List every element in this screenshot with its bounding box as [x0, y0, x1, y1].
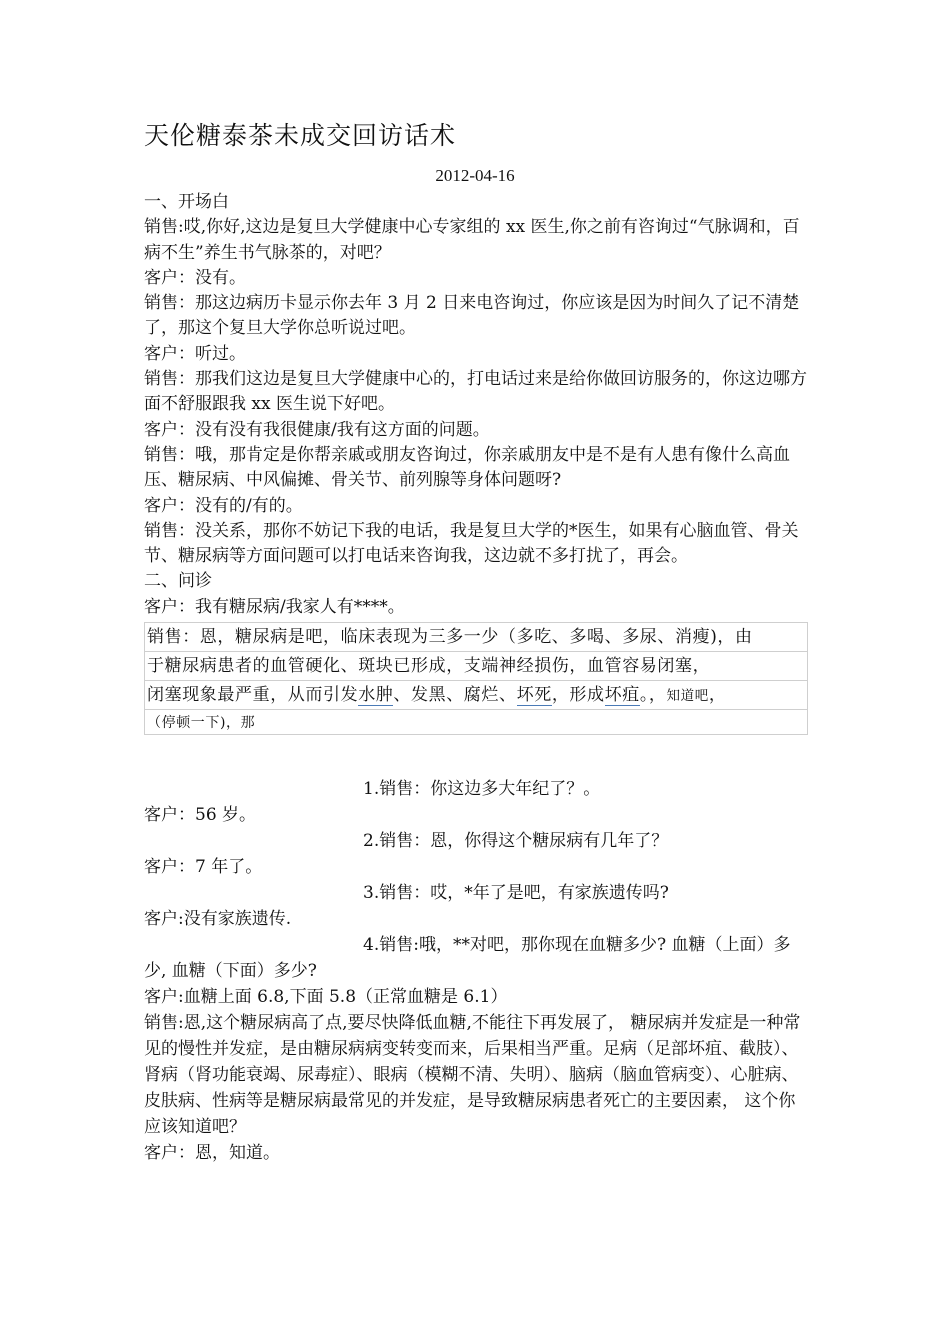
- section-heading: 二、问诊: [144, 571, 212, 592]
- dialogue-line: 销售：哦，那肯定是你帮亲戚或朋友咨询过，你亲戚朋友中是不是有人患有像什么高血压、糖尿病、中风偏摊、骨关节、前列腺等身体问题呀?: [144, 444, 790, 491]
- underlined-term: 水肿: [358, 685, 394, 706]
- closing-sales-line: 销售:恩,这个糖尿病高了点,要尽快降低血糖,不能往下再发展了， 糖尿病并发症是一种常见的慢性并发症，是由糖尿病病变转变而来，后果相当严重。足病（足部坏疽、截肢）、肾病（肾功能衰竭、尿毒症）、眼病（模糊不清、失明）、脑病（脑血管病变）、心脏病、皮肤病、性病等是糖尿病最常见的并发症，是导致糖尿病患者死亡的主要因素， 这个你应该知道吧？: [144, 1013, 801, 1137]
- section-opening: [144, 190, 808, 735]
- dialogue-line: 客户：没有的/有的。: [144, 495, 303, 516]
- closing-client-line: 客户：恩，知道。: [144, 1143, 280, 1163]
- answer-line: 客户：56 岁。: [144, 805, 257, 825]
- boxed-line: 于糖尿病患者的血管硬化、斑块已形成，支端神经损伤，血管容易闭塞，: [144, 651, 808, 680]
- dialogue-line: 销售：那这边病历卡显示你去年 3 月 2 日来电咨询过，你应该是因为时间久了记不清楚了，那这个复旦大学你总听说过吧。: [144, 293, 800, 339]
- dialogue-line: 客户：没有。: [144, 267, 246, 288]
- document-date: 2012-04-16: [435, 166, 515, 185]
- boxed-text: ，: [708, 685, 727, 706]
- question-line: 2.销售：恩，你得这个糖尿病有几年了？: [363, 831, 669, 851]
- underlined-term: 坏疽: [604, 685, 640, 706]
- boxed-text: 、发黑、腐烂、: [393, 685, 517, 706]
- dialogue-line: 客户：没有没有我很健康/我有这方面的问题。: [144, 419, 490, 440]
- boxed-line: （停顿一下)，那: [144, 709, 808, 735]
- question-line: 3.销售：哎，*年了是吧，有家族遗传吗?: [363, 883, 669, 903]
- boxed-line: [144, 680, 808, 709]
- question-line: 1.销售：你这边多大年纪了？。: [363, 779, 601, 799]
- boxed-text: 闭塞现象最严重，从而引发: [147, 685, 359, 706]
- answer-line: 客户:血糖上面 6.8,下面 5.8（正常血糖是 6.1）: [144, 987, 508, 1007]
- dialogue-line: 客户：我有糖尿病/我家人有****。: [144, 596, 405, 617]
- boxed-line: 销售：恩，糖尿病是吧，临床表现为三多一少（多吃、多喝、多尿、消瘦)，由: [144, 622, 808, 651]
- dialogue-line: 销售:哎,你好,这边是复旦大学健康中心专家组的 xx 医生,你之前有咨询过“气脉调和，百病不生”养生书气脉茶的，对吧？: [144, 217, 800, 263]
- boxed-text-small: 知道吧: [666, 688, 709, 705]
- dialogue-line: 销售：那我们这边是复旦大学健康中心的，打电话过来是给你做回访服务的，你这边哪方面不舒服跟我 xx 医生说下好吧。: [144, 369, 807, 415]
- section-heading: 一、开场白: [144, 192, 229, 212]
- bordered-text-block: [144, 622, 808, 735]
- question-line: 4.销售:哦，**对吧，那你现在血糖多少? 血糖（上面）多少, 血糖（下面）多少?: [144, 935, 791, 981]
- answer-line: 客户:没有家族遗传.: [144, 909, 292, 929]
- dialogue-line: 客户：听过。: [144, 343, 246, 364]
- section-qa: [144, 776, 808, 1166]
- answer-line: 客户：7 年了。: [144, 857, 263, 877]
- boxed-text: ，形成: [551, 685, 605, 706]
- underlined-term: 坏死: [516, 685, 552, 706]
- dialogue-line: 销售：没关系，那你不妨记下我的电话，我是复旦大学的*医生，如果有心脑血管、骨关节、糖尿病等方面问题可以打电话来咨询我，这边就不多打扰了，再会。: [144, 520, 799, 567]
- document-title: 天伦糖泰茶未成交回访话术: [144, 121, 457, 150]
- boxed-text: 。，: [639, 685, 667, 706]
